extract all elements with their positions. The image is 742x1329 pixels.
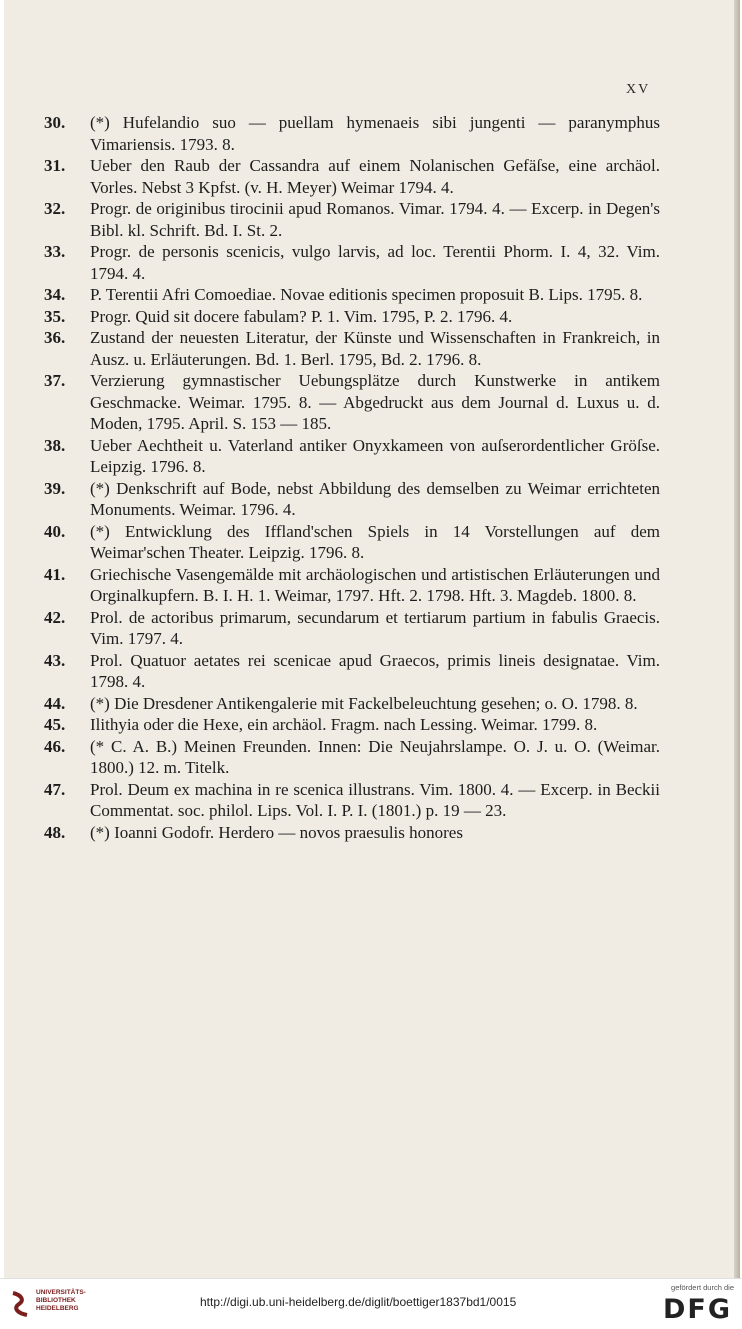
library-name: UNIVERSITÄTS- BIBLIOTHEK HEIDELBERG <box>36 1289 86 1312</box>
sponsor-text: gefördert durch die <box>671 1283 734 1292</box>
entry-number: 30. <box>44 113 66 132</box>
bibliography-entry <box>4 714 660 736</box>
bibliography-entry <box>4 607 660 650</box>
entry-number: 41. <box>44 564 66 584</box>
entry-text: Progr. Quid sit docere fabulam? P. 1. Vim. 1795, P. 2. 1796. 4. <box>90 306 513 326</box>
entry-number: 33. <box>44 242 66 261</box>
dfg-logo: DFG <box>662 1294 732 1325</box>
entry-number: 39. <box>44 478 66 498</box>
bibliography-entry <box>4 564 660 607</box>
university-library-logo-icon <box>10 1291 32 1317</box>
entry-text: Prol. Deum ex machina in re scenica illustrans. Vim. 1800. 4. — Excerp. in Beckii Commentat. soc. philol. Lips. Vol. I. P. I. (1801.) p. 19 — 23. <box>90 779 660 820</box>
entry-text: (*) Hufelandio suo — puellam hymenaeis sibi jungenti — paranymphus Vimariensis. 1793. 8. <box>90 113 660 154</box>
entry-number: 44. <box>44 693 66 713</box>
entry-text: Ueber den Raub der Cassandra auf einem Nolanischen Gefäſse, eine archäol. Vorles. Nebst 3 Kpfst. (v. H. Meyer) Weimar 1794. 4. <box>90 156 660 197</box>
entry-number: 37. <box>44 371 66 390</box>
entry-number: 47. <box>44 779 66 799</box>
entry-number: 45. <box>44 715 66 734</box>
entry-text: (*) Ioanni Godofr. Herdero — novos praesulis honores <box>90 822 463 842</box>
entry-text: Prol. de actoribus primarum, secundarum et tertiarum partium in fabulis Graecis. Vim. 1797. 4. <box>90 607 660 648</box>
page-url-link[interactable]: http://digi.ub.uni-heidelberg.de/diglit/boettiger1837bd1/0015 <box>200 1295 517 1309</box>
entry-number: 32. <box>44 199 66 218</box>
entry-text: (*) Entwicklung des Iffland'schen Spiels in 14 Vorstellungen auf dem Weimar'schen Theater. Leipzig. 1796. 8. <box>90 521 660 562</box>
entry-number: 31. <box>44 156 66 175</box>
page-number: XV <box>626 82 651 97</box>
bibliography-entry <box>4 284 660 306</box>
entry-text: Progr. de personis scenicis, vulgo larvis, ad loc. Terentii Phorm. I. 4, 32. Vim. 1794. 4. <box>90 242 660 283</box>
entry-text: (*) Denkschrift auf Bode, nebst Abbildung des demselben zu Weimar errichteten Monuments. Weimar. 1796. 4. <box>90 478 660 519</box>
bibliography-entry <box>4 822 660 844</box>
entry-number: 48. <box>44 822 66 842</box>
entry-number: 40. <box>44 521 66 541</box>
bibliography-entry <box>4 112 660 155</box>
entry-text: Zustand der neuesten Literatur, der Künste und Wissenschaften in Frankreich, in Ausz. u. Erläuterungen. Bd. 1. Berl. 1795, Bd. 2. 1796. 8. <box>90 328 660 369</box>
bibliography-entry <box>4 736 660 779</box>
entry-text: Prol. Quatuor aetates rei scenicae apud Graecos, primis lineis designatae. Vim. 1798. 4. <box>90 650 660 691</box>
entry-number: 35. <box>44 306 66 326</box>
bibliography-entry <box>4 241 660 284</box>
entry-number: 43. <box>44 650 66 670</box>
bibliography-entry <box>4 650 660 693</box>
entry-number: 34. <box>44 285 66 304</box>
bibliography-entry <box>4 155 660 198</box>
entry-text: (*) Die Dresdener Antikengalerie mit Fackelbeleuchtung gesehen; o. O. 1798. 8. <box>90 693 638 713</box>
bibliography-entry <box>4 198 660 241</box>
bibliography-entry <box>4 478 660 521</box>
bibliography-entry <box>4 306 660 328</box>
bibliography-entry <box>4 521 660 564</box>
bibliography-entry <box>4 327 660 370</box>
scanned-page <box>4 0 740 1278</box>
entry-number: 36. <box>44 328 66 347</box>
entry-number: 46. <box>44 736 66 756</box>
entry-text: Progr. de originibus tirocinii apud Romanos. Vimar. 1794. 4. — Excerp. in Degen's Bibl. kl. Schrift. Bd. I. St. 2. <box>90 199 660 240</box>
entry-number: 38. <box>44 435 66 455</box>
bibliography-list <box>4 112 740 843</box>
bibliography-entry <box>4 370 660 435</box>
bibliography-entry <box>4 693 660 715</box>
entry-text: Griechische Vasengemälde mit archäologischen und artistischen Erläuterungen und Orginalkupfern. B. I. H. 1. Weimar, 1797. Hft. 2. 1798. Hft. 3. Magdeb. 1800. 8. <box>90 564 660 605</box>
bibliography-entry <box>4 435 660 478</box>
entry-number: 42. <box>44 607 66 627</box>
entry-text: P. Terentii Afri Comoediae. Novae editionis specimen proposuit B. Lips. 1795. 8. <box>90 285 643 304</box>
entry-text: Ilithyia oder die Hexe, ein archäol. Fragm. nach Lessing. Weimar. 1799. 8. <box>90 715 598 734</box>
entry-text: (* C. A. B.) Meinen Freunden. Innen: Die Neujahrslampe. O. J. u. O. (Weimar. 1800.) 12. m. Titelk. <box>90 736 660 777</box>
footer-bar <box>0 1278 742 1329</box>
bibliography-entry <box>4 779 660 822</box>
entry-text: Verzierung gymnastischer Uebungsplätze durch Kunstwerke in antikem Geschmacke. Weimar. 1795. 8. — Abgedruckt aus dem Journal d. Luxus u. d. Moden, 1795. April. S. 153 — 185. <box>90 371 660 433</box>
entry-text: Ueber Aechtheit u. Vaterland antiker Onyxkameen von auſserordentlicher Gröſse. Leipzig. 1796. 8. <box>90 435 660 476</box>
